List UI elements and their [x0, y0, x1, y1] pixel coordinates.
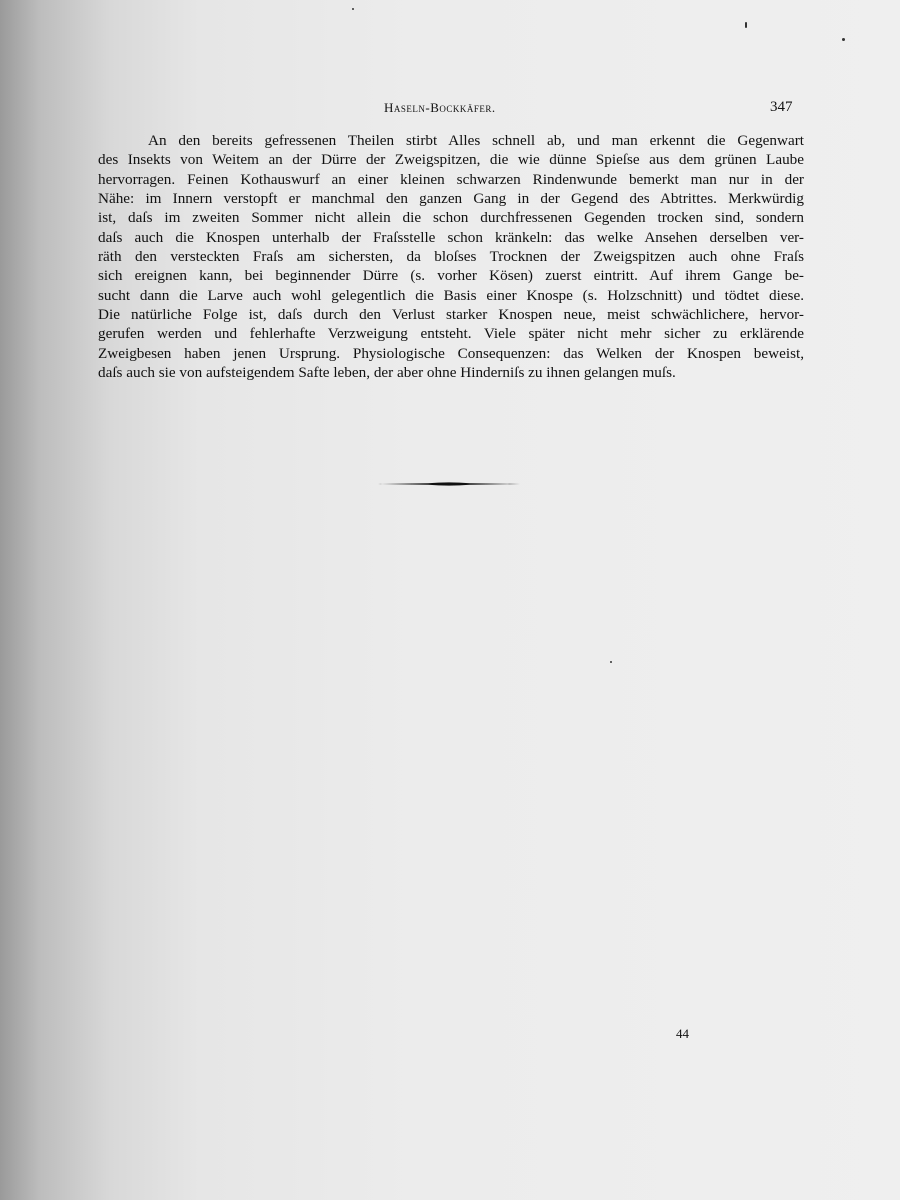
text-line: daſs auch die Knospen unterhalb der Fraſsstelle schon kränkeln: das welke Ansehen derselben ver- [98, 228, 804, 246]
paper-speck [610, 661, 612, 663]
text-line: Nähe: im Innern verstopft er manchmal den ganzen Gang in der Gegend des Abtrittes. Merkwürdig [98, 190, 804, 208]
page-number: 347 [770, 99, 793, 115]
running-header-title: Haseln-Bockkäfer. [384, 100, 496, 115]
paper-speck [745, 22, 747, 28]
printer-signature-mark: 44 [676, 1026, 689, 1041]
text-line: hervorragen. Feinen Kothauswurf an einer kleinen schwarzen Rindenwunde bemerkt man nur in der [98, 170, 804, 188]
body-paragraph [98, 131, 804, 382]
text-line: räth den versteckten Fraſs am sichersten, da bloſses Trocknen der Zweigspitzen auch ohne Fraſs [98, 248, 804, 266]
text-line: gerufen werden und fehlerhafte Verzweigung entsteht. Viele später nicht mehr sicher zu erklärende [98, 325, 804, 343]
text-line: ist, daſs im zweiten Sommer nicht allein die schon durchfressenen Gegenden trocken sind, sondern [98, 209, 804, 227]
text-line: sich ereignen kann, bei beginnender Dürre (s. vorher Kösen) zuerst eintritt. Auf ihrem Gange be- [98, 267, 804, 285]
paper-speck [352, 8, 354, 10]
text-line: Zweigbesen haben jenen Ursprung. Physiologische Consequenzen: das Welken der Knospen beweist, [98, 344, 804, 362]
text-line: des Insekts von Weitem an der Dürre der Zweigspitzen, die wie dünne Spieſse aus dem grünen Laube [98, 151, 804, 169]
paper-speck [842, 38, 845, 41]
text-line: sucht dann die Larve auch wohl gelegentlich die Basis einer Knospe (s. Holzschnitt) und tödtet diese. [98, 286, 804, 304]
text-line: daſs auch sie von aufsteigendem Safte leben, der aber ohne Hinderniſs zu ihnen gelangen muſs. [98, 364, 676, 382]
text-line: An den bereits gefressenen Theilen stirbt Alles schnell ab, und man erkennt die Gegenwart [148, 132, 804, 149]
text-line: Die natürliche Folge ist, daſs durch den Verlust starker Knospen neue, meist schwächlichere, hervor- [98, 306, 804, 324]
section-end-rule [378, 480, 520, 488]
